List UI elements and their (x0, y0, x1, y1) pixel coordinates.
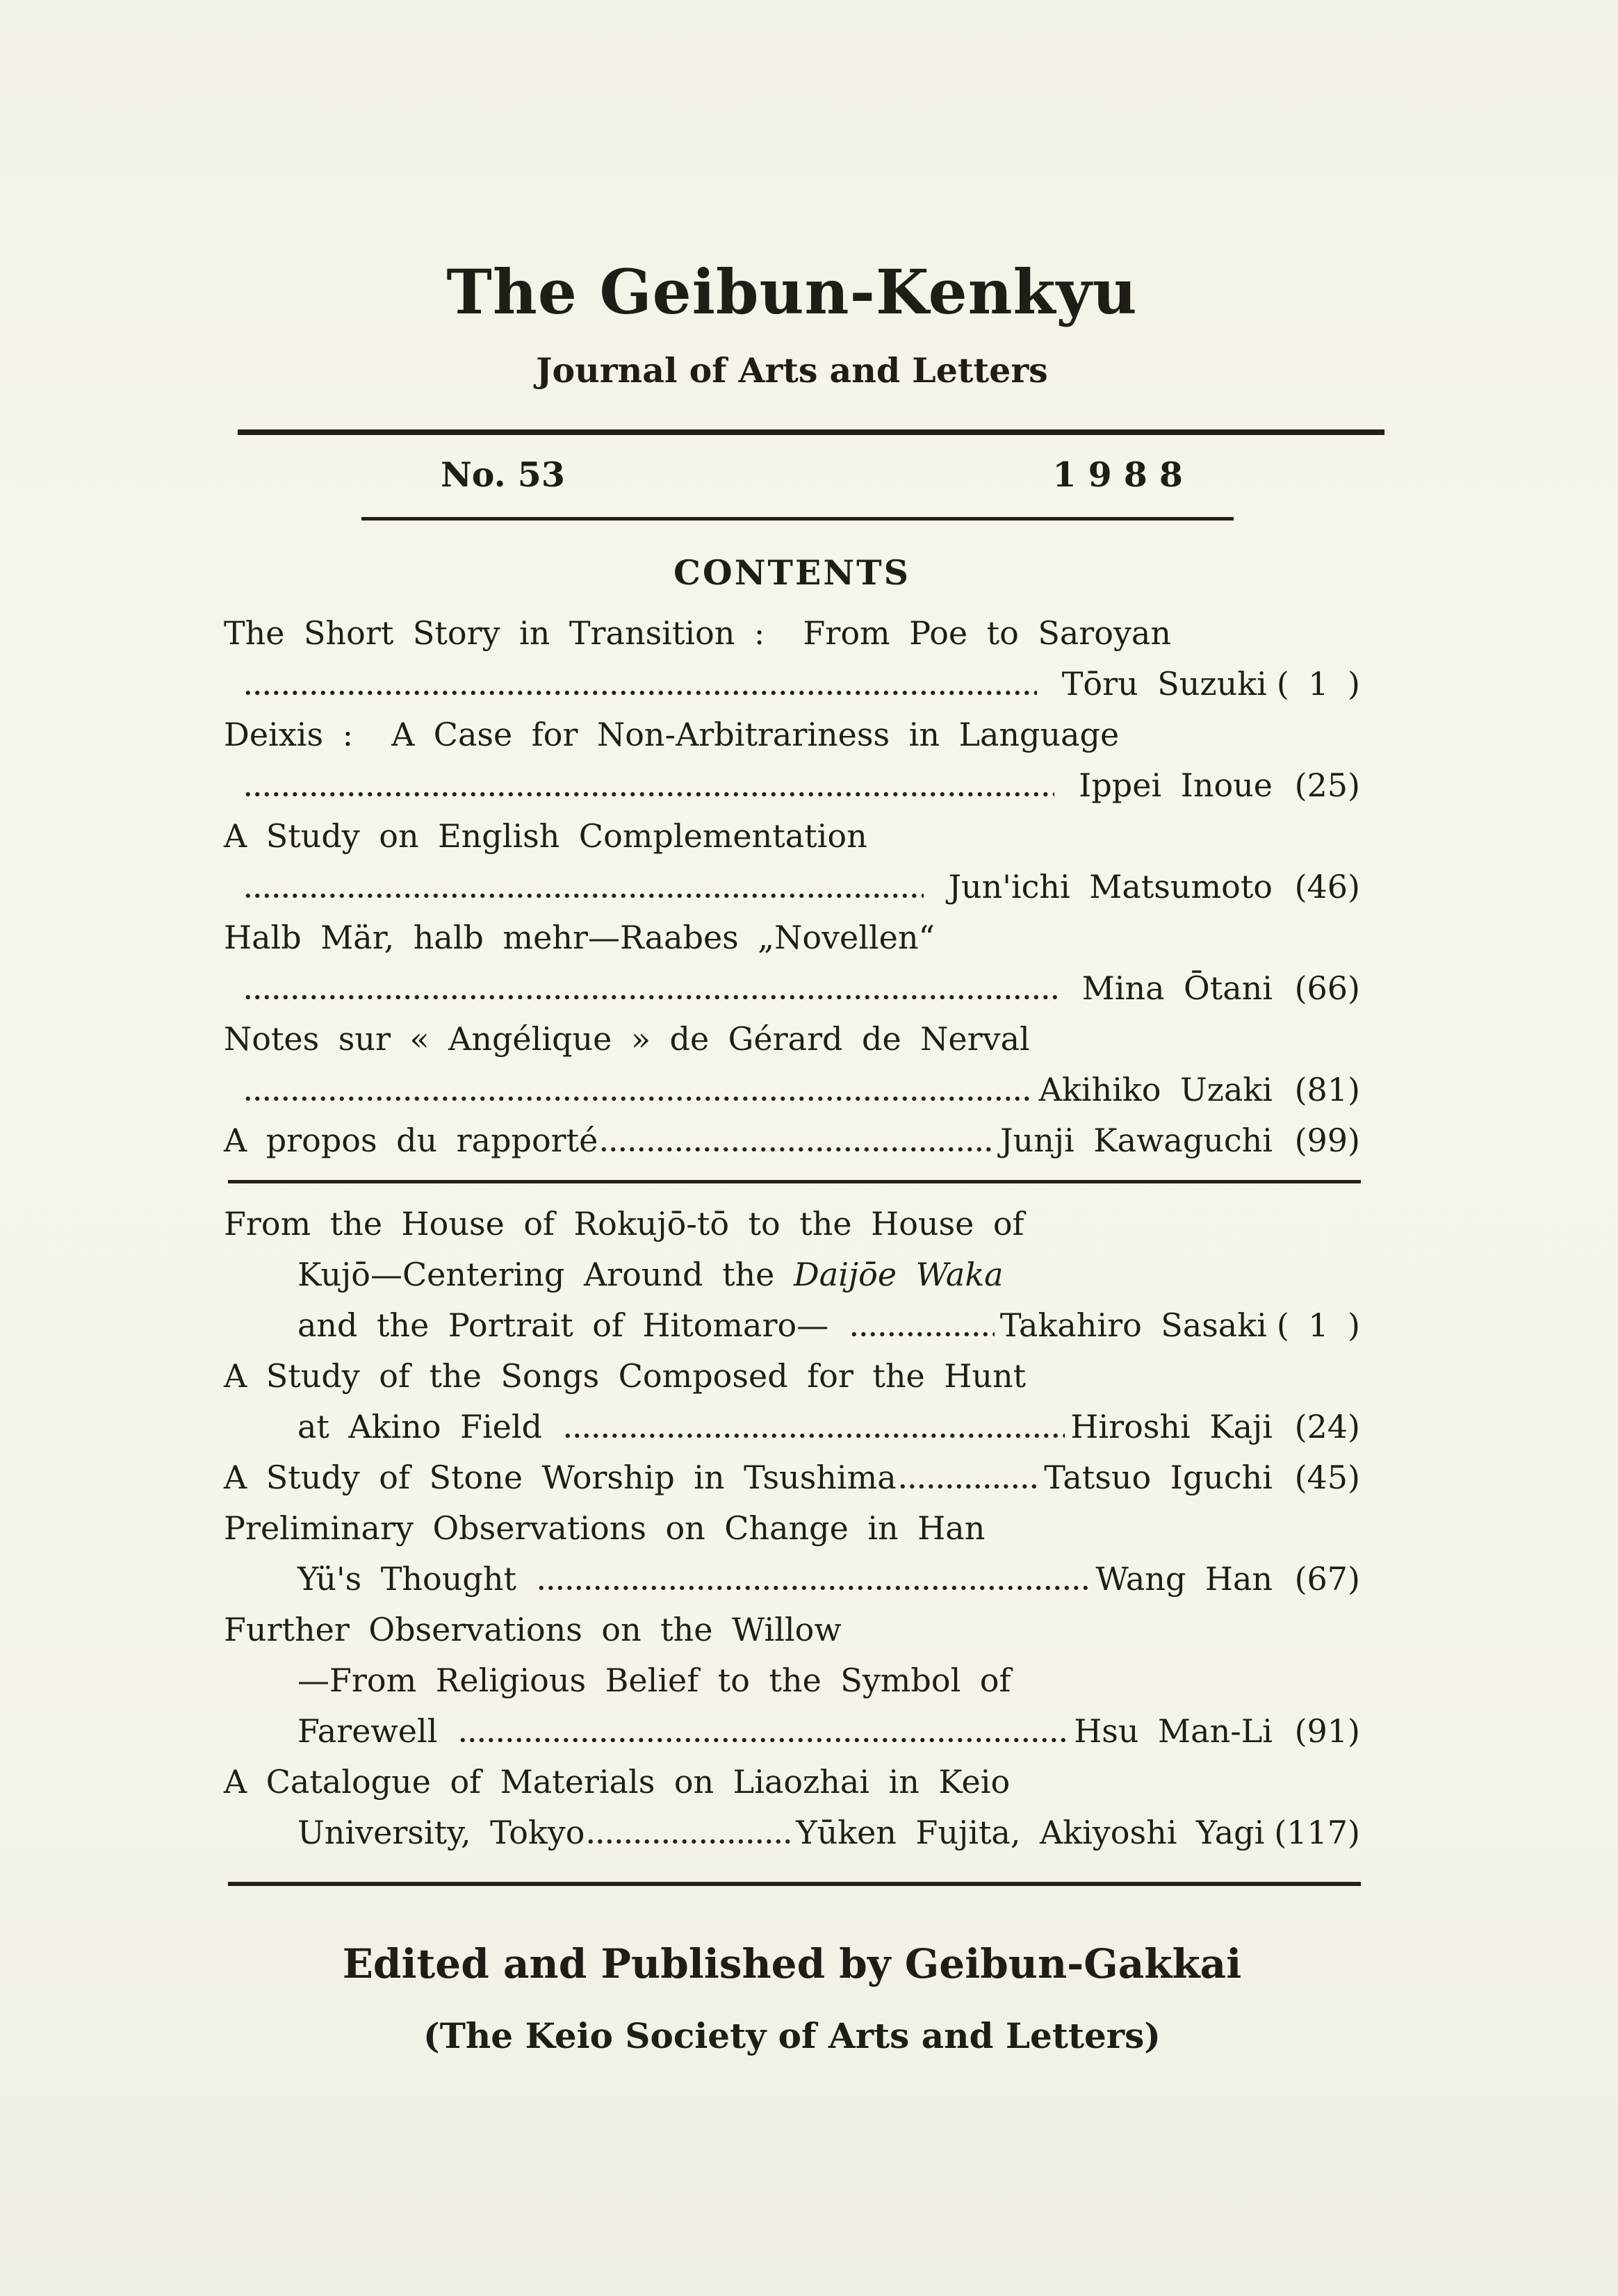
toc-line (224, 1706, 1360, 1757)
dot-leader (537, 1582, 1090, 1590)
author-name: Yūken Fujita, Akiyoshi Yagi (796, 1813, 1265, 1851)
toc-line (224, 1402, 1360, 1452)
entry-title: Deixis : A Case for Non-Arbitrariness in Language (224, 715, 1120, 753)
toc-line (224, 608, 1360, 659)
author-name: Takahiro Sasaki (999, 1306, 1267, 1344)
toc-line (224, 1351, 1360, 1402)
dot-leader (243, 1092, 1033, 1101)
toc-line (224, 1807, 1360, 1858)
dot-leader (563, 1429, 1065, 1438)
toc-line (224, 1452, 1360, 1503)
entry-title: Preliminary Observations on Change in Han (224, 1509, 986, 1547)
dot-leader (243, 687, 1037, 695)
page-number: (91) (1294, 1712, 1360, 1750)
toc-line (224, 912, 1360, 963)
entry-title: Kujō—Centering Around the (297, 1255, 794, 1293)
contents-heading: CONTENTS (673, 552, 910, 593)
dot-leader (849, 1328, 995, 1336)
dot-leader (243, 788, 1054, 796)
journal-subtitle: Journal of Arts and Letters (536, 350, 1048, 391)
author-name: Ippei Inoue (1059, 766, 1273, 804)
page-number: (117) (1274, 1813, 1360, 1851)
page-number: (46) (1294, 867, 1360, 905)
journal-title: The Geibun-Kenkyu (446, 256, 1138, 328)
issue-year: 1 9 8 8 (1052, 454, 1183, 495)
toc-line (224, 1605, 1360, 1655)
footer-rule (228, 1882, 1361, 1886)
entry-title: A Study on English Complementation (224, 817, 867, 855)
toc-line (224, 1115, 1360, 1166)
toc-line (224, 760, 1360, 811)
author-name: Tatsuo Iguchi (1044, 1458, 1273, 1496)
author-name: Wang Han (1095, 1559, 1273, 1598)
entry-title: The Short Story in Transition : From Poe to Saroyan (224, 614, 1171, 652)
author-name: Jun'ichi Matsumoto (929, 867, 1273, 905)
author-name: Hsu Man-Li (1074, 1712, 1273, 1750)
author-name: Junji Kawaguchi (1000, 1121, 1273, 1159)
page-number: (99) (1294, 1121, 1360, 1159)
page-number: (25) (1294, 766, 1360, 804)
dot-leader (243, 991, 1057, 999)
toc-line (224, 1065, 1360, 1115)
entry-title: A Study of the Songs Composed for the Hunt (224, 1356, 1027, 1395)
toc-line (224, 1554, 1360, 1605)
publisher-line: Edited and Published by Geibun-Gakkai (342, 1940, 1242, 1987)
page-number: ( 1 ) (1276, 1306, 1360, 1344)
content-column (224, 0, 1360, 2056)
society-line: (The Keio Society of Arts and Letters) (423, 2015, 1161, 2056)
entry-title: A Study of Stone Worship in Tsushima (224, 1458, 897, 1496)
toc-line (224, 1503, 1360, 1554)
page-number: (67) (1294, 1559, 1360, 1598)
page-number: (81) (1294, 1070, 1360, 1108)
page-number: (66) (1294, 969, 1360, 1007)
dot-leader (586, 1835, 790, 1844)
header-rule-thin (361, 517, 1234, 520)
dot-leader (599, 1143, 995, 1151)
author-name: Hiroshi Kaji (1070, 1407, 1273, 1445)
entry-title: Yü's Thought (297, 1559, 536, 1598)
page-number: (24) (1294, 1407, 1360, 1445)
page-number: ( 1 ) (1276, 664, 1360, 703)
section-divider-rule (228, 1180, 1361, 1183)
toc-line (224, 1757, 1360, 1807)
toc-line (224, 862, 1360, 912)
toc-line (224, 1655, 1360, 1706)
dot-leader (458, 1734, 1068, 1742)
header-rule-thick (238, 429, 1384, 435)
issue-number: No. 53 (441, 454, 565, 495)
entry-title: A Catalogue of Materials on Liaozhai in Keio (224, 1762, 1011, 1801)
toc-line (224, 963, 1360, 1014)
toc-line (224, 1300, 1360, 1351)
toc-line (224, 710, 1360, 760)
toc-line (224, 1249, 1360, 1300)
dot-leader (243, 889, 924, 898)
entry-title: and the Portrait of Hitomaro— (297, 1306, 848, 1344)
page-number: (45) (1294, 1458, 1360, 1496)
entry-title: Farewell (297, 1712, 457, 1750)
author-name: Mina Ōtani (1063, 969, 1273, 1007)
entry-title: Notes sur « Angélique » de Gérard de Nerval (224, 1019, 1030, 1058)
author-name: Akihiko Uzaki (1038, 1070, 1273, 1108)
dot-leader (898, 1480, 1039, 1489)
toc-line (224, 659, 1360, 710)
toc-line (224, 1199, 1360, 1249)
issue-row (224, 435, 1360, 495)
toc-line (224, 1014, 1360, 1065)
entry-title: University, Tokyo (297, 1813, 585, 1851)
entry-title: at Akino Field (297, 1407, 562, 1445)
entry-title: From the House of Rokujō-tō to the House of (224, 1204, 1024, 1243)
entry-title: Further Observations on the Willow (224, 1610, 842, 1648)
toc-line (224, 811, 1360, 862)
entry-title: Halb Mär, halb mehr—Raabes „Novellen“ (224, 918, 935, 956)
author-name: Tōru Suzuki (1043, 664, 1267, 703)
entry-title: —From Religious Belief to the Symbol of (297, 1661, 1011, 1699)
entry-title: A propos du rapporté (224, 1121, 598, 1159)
contents-list (224, 608, 1360, 1858)
entry-title: Daijōe Waka (793, 1255, 1004, 1293)
